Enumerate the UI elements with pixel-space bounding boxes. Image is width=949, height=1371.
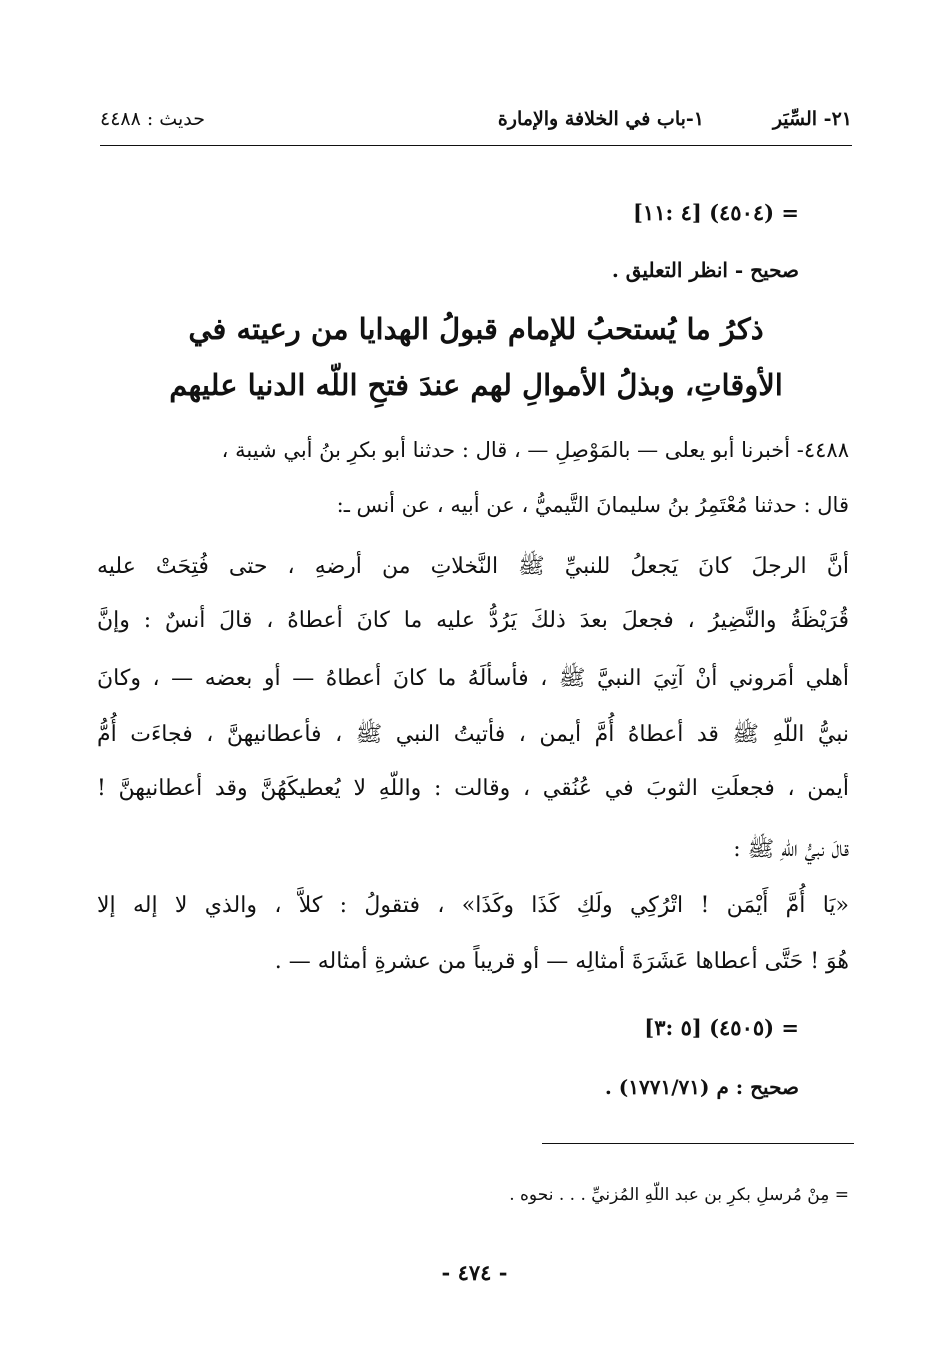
prophet-quote-line: هُوَ ! حَتَّى أعطاها عَشَرَةَ أمثالِه — أو قريباً من عشرةِ أمثاله — . [274,949,849,974]
page-number: - ٤٧٤ - [441,1260,508,1285]
prophet-quote-line: «يَا أُمَّ أَيْمَن ! اتْرُكِي ولَكِ كَذَا وكَذَا» ، فتقولُ : كلاَّ ، والذي لا إله إلا [97,893,849,918]
isnad-line-2: قال : حدثنا مُعْتَمِرُ بنُ سليمانَ التَّيميُّ ، عن أبيه ، عن أنس ـ: [336,493,849,517]
previous-cross-reference: = (٤٥٠٤) [٤ :١١] [632,200,799,225]
chapter-heading-line-2: الأوقاتِ، وبذلُ الأموالِ لهم عندَ فتحِ اللّه الدنيا عليهم [169,368,783,402]
matn-line: قُرَيْظَةُ والنَّضِيرُ ، فجعلَ بعدَ ذلكَ يَرُدُّ عليه ما كانَ أعطاهُ ، قالَ أنسٌ : وإنَّ [97,608,849,633]
isnad-line-1: ٤٤٨٨- أخبرنا أبو يعلى — بالمَوْصِلِ — ، قال : حدثنا أبو بكرِ بنُ أبي شيبة ، [221,438,849,462]
chapter-title: ٢١- السِّيَر [772,108,852,130]
hadith-grading: صحيح : م (١٧٧١/٧١) . [604,1075,799,1099]
matn-line: قالَ نبيُّ اللّهِ ﷺ : [733,837,849,862]
matn-line: أنَّ الرجلَ كانَ يَجعلُ للنبيِّ ﷺ النَّخلاتِ من أرضهِ ، حتى فُتِحَتْ عليه [97,554,849,579]
matn-line: نبيُّ اللّهِ ﷺ قد أعطاهُ أُمَّ أيمن ، فأتيتُ النبي ﷺ ، فأعطانيهنَّ ، فجاءَت أُمُّ [97,722,850,747]
matn-line: أيمن ، فجعلَتِ الثوبَ في عُنُقي ، وقالت : واللّهِ لا يُعطيكَهُنَّ وقد أعطانيهنَّ ! [97,776,849,801]
cross-reference: = (٤٥٠٥) [٥ :٣] [644,1015,799,1040]
header-rule [100,145,852,146]
previous-grading: صحيح - انظر التعليق . [611,258,799,282]
footnote: = مِنْ مُرسلِ بكرِ بن عبد اللّهِ المُزنيِّ . . . نحوه . [509,1185,849,1205]
hadith-reference: حديث : ٤٤٨٨ [100,108,205,130]
footnote-rule [542,1143,854,1144]
section-title: ١-باب في الخلافة والإمارة [497,108,704,130]
matn-line: أهلي أمَروني أنْ آتِيَ النبيَّ ﷺ ، فأسألَهُ ما كانَ أعطاهُ — أو بعضه — ، وكانَ [97,666,849,691]
running-header [100,108,852,142]
chapter-heading-line-1: ذكرُ ما يُستحبُ للإمام قبولُ الهدايا من رعيته في [188,312,764,346]
